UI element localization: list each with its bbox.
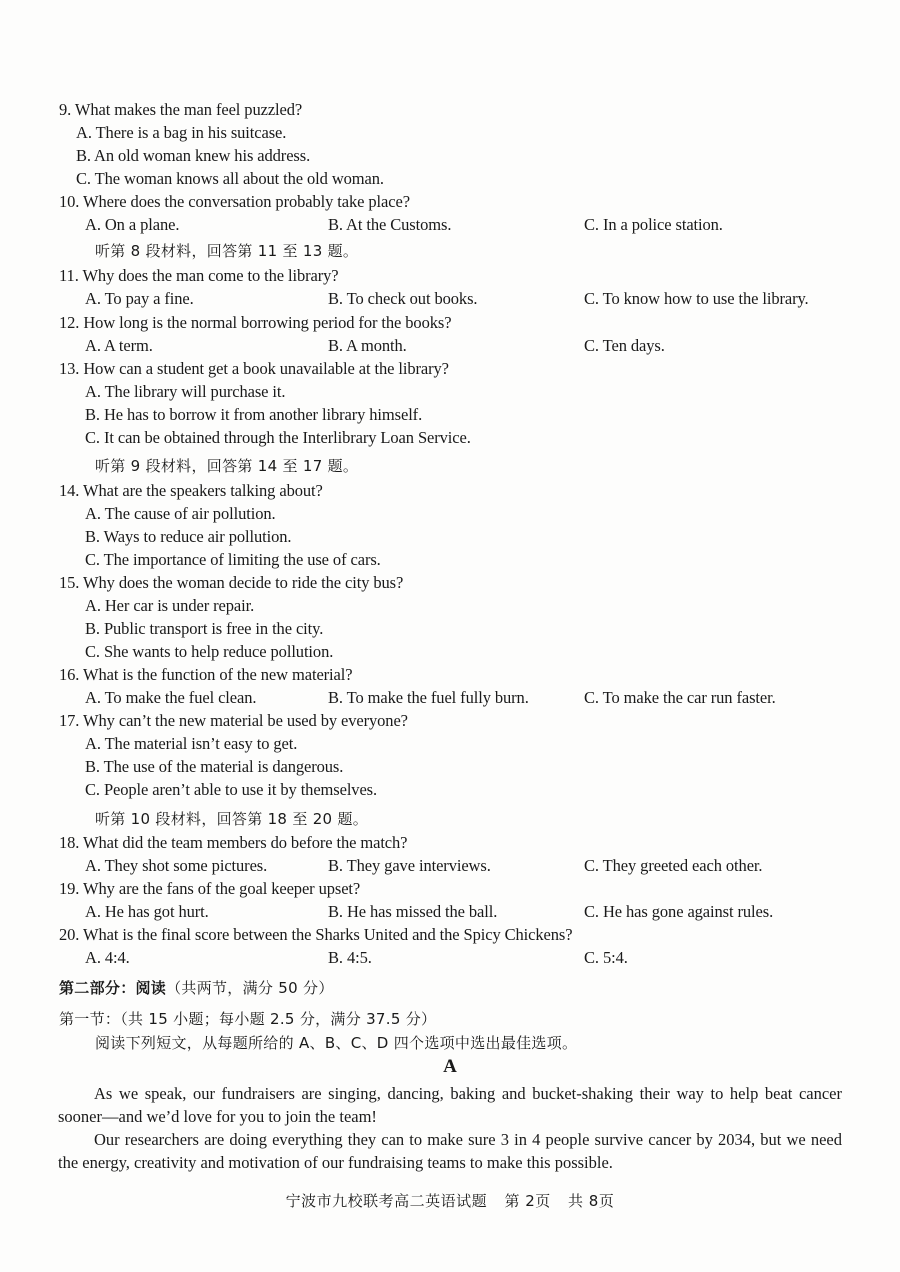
question-10-stem: 10. Where does the conversation probably take place? <box>59 192 410 211</box>
footer-title: 宁波市九校联考高二英语试题 <box>285 1192 488 1210</box>
question-13-option-b: B. He has to borrow it from another library himself. <box>85 405 423 424</box>
question-9-stem: 9. What makes the man feel puzzled? <box>59 100 303 119</box>
question-20-option-b: B. 4:5. <box>328 948 372 967</box>
question-19-stem: 19. Why are the fans of the goal keeper upset? <box>59 879 361 898</box>
instruction-section-10: 听第 10 段材料，回答第 18 至 20 题。 <box>95 810 369 828</box>
question-14-option-b: B. Ways to reduce air pollution. <box>85 527 292 546</box>
question-16-option-a: A. To make the fuel clean. <box>85 688 257 707</box>
question-13-option-c: C. It can be obtained through the Interlibrary Loan Service. <box>85 428 471 447</box>
footer-total-pages: 共 8页 <box>568 1192 615 1210</box>
question-9-option-b: B. An old woman knew his address. <box>76 146 311 165</box>
part-two-heading-note: （共两节，满分 50 分） <box>166 979 334 997</box>
question-18-stem: 18. What did the team members do before the match? <box>59 833 408 852</box>
question-11-option-c: C. To know how to use the library. <box>584 289 809 308</box>
question-10-option-a: A. On a plane. <box>85 215 180 234</box>
question-12-option-c: C. Ten days. <box>584 336 665 355</box>
instruction-section-8: 听第 8 段材料，回答第 11 至 13 题。 <box>95 242 359 260</box>
passage-paragraph-2: Our researchers are doing everything they can to make sure 3 in 4 people survive cancer by 2034, but we need the energy, creativity and motivation of our fundraising teams to make this possible. <box>58 1130 842 1172</box>
question-14-option-a: A. The cause of air pollution. <box>85 504 276 523</box>
page-footer <box>0 1190 900 1211</box>
question-16-stem: 16. What is the function of the new material? <box>59 665 353 684</box>
question-17-option-b: B. The use of the material is dangerous. <box>85 757 344 776</box>
question-20-stem: 20. What is the final score between the Sharks United and the Spicy Chickens? <box>59 925 573 944</box>
question-19-option-b: B. He has missed the ball. <box>328 902 498 921</box>
question-15-option-a: A. Her car is under repair. <box>85 596 255 615</box>
footer-page-number: 第 2页 <box>504 1192 551 1210</box>
question-10-option-c: C. In a police station. <box>584 215 723 234</box>
question-16-option-c: C. To make the car run faster. <box>584 688 776 707</box>
question-11-stem: 11. Why does the man come to the library? <box>59 266 339 285</box>
question-9-option-a: A. There is a bag in his suitcase. <box>76 123 287 142</box>
question-15-option-c: C. She wants to help reduce pollution. <box>85 642 334 661</box>
question-12-option-b: B. A month. <box>328 336 407 355</box>
question-20-option-c: C. 5:4. <box>584 948 628 967</box>
question-14-option-c: C. The importance of limiting the use of cars. <box>85 550 381 569</box>
question-17-option-c: C. People aren’t able to use it by themselves. <box>85 780 378 799</box>
question-12-option-a: A. A term. <box>85 336 153 355</box>
reading-direction: 阅读下列短文，从每题所给的 A、B、C、D 四个选项中选出最佳选项。 <box>95 1034 578 1052</box>
passage-title: A <box>443 1056 457 1077</box>
question-19-option-a: A. He has got hurt. <box>85 902 209 921</box>
section-one-heading: 第一节：（共 15 小题；每小题 2.5 分，满分 37.5 分） <box>59 1010 437 1028</box>
question-13-option-a: A. The library will purchase it. <box>85 382 286 401</box>
question-19-option-c: C. He has gone against rules. <box>584 902 774 921</box>
part-two-heading-line <box>59 977 334 999</box>
question-9-option-c: C. The woman knows all about the old woman. <box>76 169 384 188</box>
question-17-stem: 17. Why can’t the new material be used by everyone? <box>59 711 408 730</box>
question-18-option-c: C. They greeted each other. <box>584 856 763 875</box>
question-14-stem: 14. What are the speakers talking about? <box>59 481 323 500</box>
question-15-stem: 15. Why does the woman decide to ride the city bus? <box>59 573 404 592</box>
question-12-stem: 12. How long is the normal borrowing period for the books? <box>59 313 452 332</box>
question-18-option-b: B. They gave interviews. <box>328 856 491 875</box>
passage-paragraph-1: As we speak, our fundraisers are singing, dancing, baking and bucket-shaking their way to help beat cancer sooner—and we’d love for you to join the team! <box>58 1084 842 1126</box>
question-15-option-b: B. Public transport is free in the city. <box>85 619 324 638</box>
instruction-section-9: 听第 9 段材料，回答第 14 至 17 题。 <box>95 457 359 475</box>
question-16-option-b: B. To make the fuel fully burn. <box>328 688 529 707</box>
question-11-option-a: A. To pay a fine. <box>85 289 194 308</box>
question-13-stem: 13. How can a student get a book unavailable at the library? <box>59 359 449 378</box>
question-10-option-b: B. At the Customs. <box>328 215 452 234</box>
question-18-option-a: A. They shot some pictures. <box>85 856 268 875</box>
question-20-option-a: A. 4:4. <box>85 948 130 967</box>
part-two-heading: 第二部分：阅读 <box>59 979 167 997</box>
question-17-option-a: A. The material isn’t easy to get. <box>85 734 298 753</box>
question-11-option-b: B. To check out books. <box>328 289 478 308</box>
